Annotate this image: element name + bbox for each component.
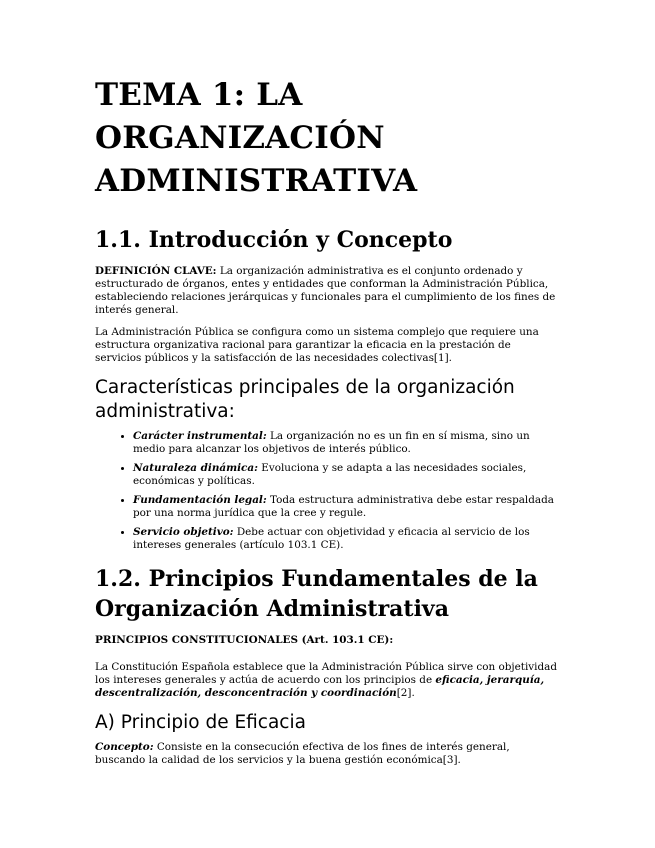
constitution-text-end: [2]. — [396, 687, 415, 699]
item-text: Debe actuar con objetividad y eficacia al servicio de los intereses generales (artículo 103.1 CE). — [133, 526, 530, 551]
item-label: Fundamentación legal: — [133, 494, 267, 506]
constitution-paragraph — [95, 661, 559, 700]
item-text: Toda estructura administrativa debe estar respaldada por una norma jurídica que la cree y regule. — [133, 494, 554, 519]
principles-label: PRINCIPIOS CONSTITUCIONALES (Art. 103.1 CE): — [95, 634, 394, 646]
list-item — [133, 494, 559, 520]
efficacy-heading: A) Principio de Eficacia — [95, 712, 306, 733]
concept-text: Consiste en la consecución efectiva de los fines de interés general, buscando la calidad de los servicios y la buena gestión económica[3]. — [95, 741, 510, 766]
item-label: Servicio objetivo: — [133, 526, 234, 538]
definition-text: La organización administrativa es el conjunto ordenado y estructurado de órganos, entes y entidades que conforman la Administración Pública, estableciendo relaciones jerárquicas y funcionales para el cumplimiento de los fines de interés general. — [95, 265, 556, 316]
characteristics-list — [95, 430, 559, 552]
section-1-heading: 1.1. Introducción y Concepto — [95, 227, 453, 253]
intro-paragraph: La Administración Pública se configura como un sistema complejo que requiere una estructura organizativa racional para garantizar la eficacia en la prestación de servicios públicos y la satisfacción de las necesidades colectivas[1]. — [95, 326, 539, 364]
concept-label: Concepto: — [95, 741, 154, 753]
page-title — [95, 74, 559, 203]
list-item — [133, 526, 559, 552]
constitution-text-start: La Constitución Española establece que la Administración Pública sirve con objetividad los intereses generales y actúa de acuerdo con los principios de — [95, 661, 557, 686]
principles-box — [95, 634, 559, 647]
item-text: Evoluciona y se adapta a las necesidades sociales, económicas y políticas. — [133, 462, 527, 487]
item-label: Carácter instrumental: — [133, 430, 267, 442]
item-text: La organización no es un fin en sí misma, sino un medio para alcanzar los objetivos de interés público. — [133, 430, 530, 455]
definition-label: DEFINICIÓN CLAVE: — [95, 265, 217, 277]
item-label: Naturaleza dinámica: — [133, 462, 258, 474]
list-item — [133, 430, 559, 456]
title-line-1: TEMA 1: LA — [95, 77, 303, 113]
list-item — [133, 462, 559, 488]
section-2-heading: 1.2. Principios Fundamentales de la Organización Administrativa — [95, 566, 538, 622]
title-line-3: ADMINISTRATIVA — [95, 163, 418, 199]
efficacy-concept — [95, 741, 559, 767]
definition-box — [95, 265, 559, 317]
principles-list-bold: eficacia, jerarquía, descentralización, desconcentración y coordinación — [95, 674, 545, 699]
characteristics-heading: Características principales de la organización administrativa: — [95, 377, 515, 422]
title-line-2: ORGANIZACIÓN — [95, 120, 385, 156]
